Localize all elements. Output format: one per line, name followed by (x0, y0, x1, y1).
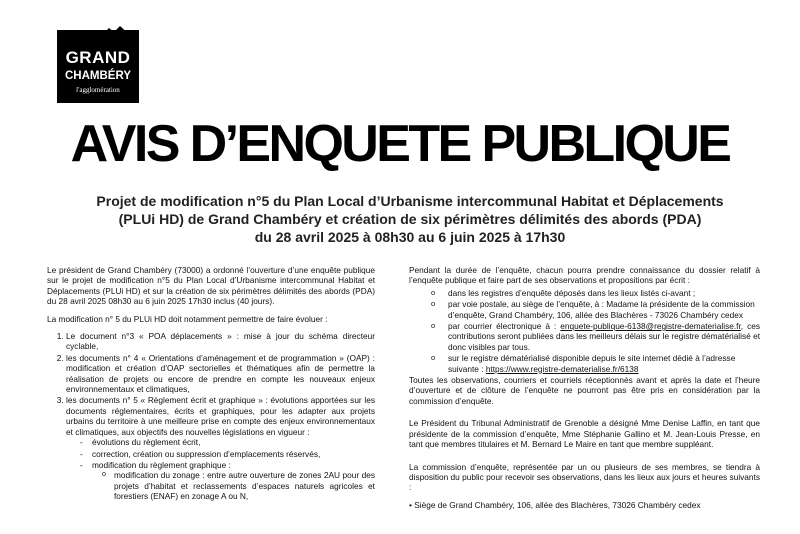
logo-line-grand: GRAND (65, 48, 131, 67)
sub-list-item-text: modification du règlement graphique : (92, 459, 231, 470)
sub-list (66, 437, 375, 501)
logo-line-agglomeration: l'agglomération (76, 86, 120, 94)
registry-link[interactable]: https://www.registre-dematerialise.fr/6138 (485, 363, 639, 374)
sub-list-item: - évolutions du règlement écrit, (80, 437, 375, 447)
subtitle-dates: du 28 avril 2025 à 08h30 au 6 juin 2025 à 17h30 (254, 229, 566, 245)
list-item (431, 321, 760, 352)
subtitle-line-2: (PLUi HD) de Grand Chambéry et création de six périmètres délimités des abords (PDA) (118, 211, 702, 227)
subtitle-line-1: Projet de modification n°5 du Plan Local d’Urbanisme intercommunal Habitat et Déplacements (96, 193, 724, 209)
subtitle (60, 192, 760, 246)
email-note: , ces contributions seront publiées dans les meilleurs délais sur le registre dématérialisé et donc visibles par tous. (448, 321, 760, 352)
permanence-location: • Siège de Grand Chambéry, 106, allée des Blachères, 73026 Chambéry cedex (409, 499, 701, 510)
sub-sub-list-item: o modification du zonage : entre autre ouverture de zones 2AU pour des projets d’habitat et reclassements d’espaces naturels agricoles et forestiers (ENAF) en zonage A ou N, (102, 470, 375, 501)
left-column (47, 265, 375, 503)
modification-list (47, 331, 375, 502)
sub-list-item (80, 460, 375, 502)
right-column (409, 265, 760, 517)
email-label: par courrier électronique à : (448, 321, 557, 332)
sub-sub-list (92, 470, 375, 501)
list-item (431, 353, 760, 374)
sub-list-item: - correction, création ou suppression d’emplacements réservés, (80, 449, 375, 459)
contribution-methods-list (409, 288, 760, 374)
list-item: o par voie postale, au siège de l’enquête, à : Madame la présidente de la commission d’enquête, Grand Chambéry, 106, allée des Blachères - 73026 Chambéry cedex (431, 299, 760, 320)
list-item: 1. Le document n°3 « POA déplacements » : mise à jour du schéma directeur cyclable, (66, 331, 375, 352)
permanences-paragraph: La commission d’enquête, représentée par un ou plusieurs de ses membres, se tiendra à disposition du public pour recevoir ses observations, dans les lieux aux jours et heures suivants : (409, 461, 760, 493)
intro-paragraph: Le président de Grand Chambéry (73000) a ordonné l’ouverture d’une enquête publique sur le projet de modification n°5 du Plan Local d’Urbanisme intercommunal Habitat et Déplacements (PLUi HD) et sur la création de six périmètres délimités des abords (PDA) du 28 avril 2025 08h30 au 6 juin 2025 17h30 inclus (40 jours). (47, 265, 375, 307)
logo-line-chambery: CHAMBÉRY (64, 70, 132, 82)
consultation-paragraph: Pendant la durée de l’enquête, chacun pourra prendre connaissance du dossier relatif à l’enquête publique et faire part de ses observations et propositions par écrit : (409, 265, 760, 286)
commission-paragraph: Le Président du Tribunal Administratif de Grenoble a désigné Mme Denise Laffin, en tant que présidente de la commission d’enquête, Mme Stéphanie Gallino et M. Jean-Louis Presse, en tant que membres titulaires et M. Bernard Le Maire en tant que membre suppléant. (409, 418, 760, 450)
modification-lead: La modification n° 5 du PLUi HD doit notamment permettre de faire évoluer : (47, 313, 328, 324)
registry-label: sur le registre dématérialisé disponible depuis le site internet dédié à l’adresse suivante : (448, 353, 736, 374)
email-link[interactable]: enquete-publique-6138@registre-dematerialise.fr (560, 321, 741, 332)
list-item: 2. les documents n° 4 « Orientations d’aménagement et de programmation » (OAP) : modification et création d’OAP sectorielles et thématiques afin de permettre la réalisation de projets ou encore de prendre en compte les nouveaux enjeux environnementaux et climatiques, (66, 353, 375, 395)
page-title: AVIS D’ENQUETE PUBLIQUE (70, 115, 730, 173)
list-item-text: les documents n° 5 « Règlement écrit et graphique » : évolutions apportées sur les documents réglementaires, écrits et graphiques, pour les adapter aux projets urbains du territoire à une meilleure prise en compte des enjeux environnementaux et climatiques, aux objectifs des nouvelles législations en vigueur : (66, 395, 375, 437)
deadline-paragraph: Toutes les observations, courriers et courriels réceptionnés avant et après la date et l’heure d’ouverture et de clôture de l’enquête ne pourront pas être pris en considération par la commission d’enquête. (409, 375, 760, 406)
grand-chambery-logo (57, 30, 139, 103)
list-item: o dans les registres d’enquête déposés dans les lieux listés ci-avant ; (431, 288, 760, 298)
mountain-logo-icon (101, 26, 131, 36)
list-item (66, 395, 375, 501)
